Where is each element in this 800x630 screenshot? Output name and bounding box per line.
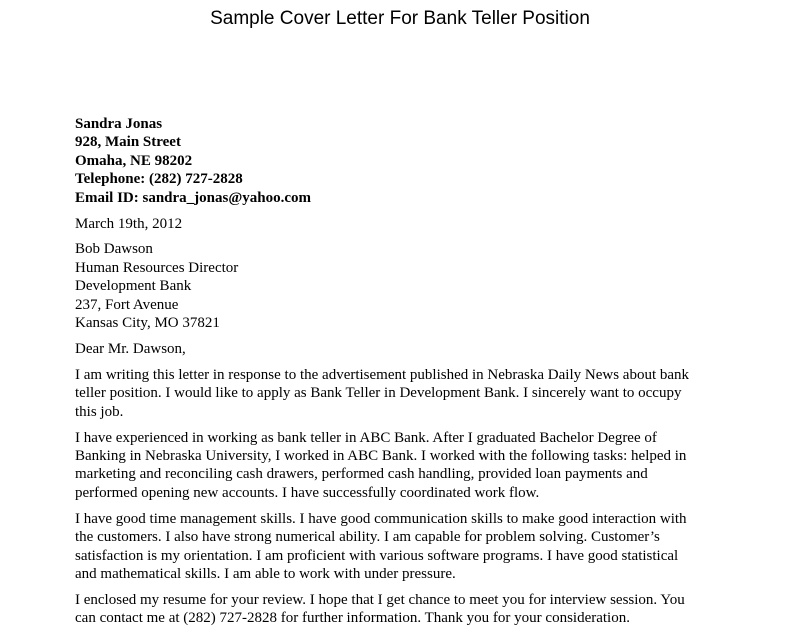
paragraph-line: performed opening new accounts. I have successfully coordinated work flow. [75,484,540,501]
recipient-title: Human Resources Director [75,259,239,276]
paragraph-line: teller position. I would like to apply as Bank Teller in Development Bank. I sincerely want to occupy [75,385,682,402]
salutation: Dear Mr. Dawson, [75,340,186,357]
recipient-company: Development Bank [75,278,192,295]
sender-telephone: Telephone: (282) 727-2828 [75,171,243,188]
page-title: Sample Cover Letter For Bank Teller Position [210,8,590,29]
recipient-street: 237, Fort Avenue [75,296,179,313]
paragraph-line: I have good time management skills. I have good communication skills to make good interaction with [75,510,687,527]
body-paragraph [75,366,735,421]
paragraph-line: I enclosed my resume for your review. I hope that I get chance to meet you for interview session. You [75,591,685,608]
paragraph-line: the customers. I also have strong numerical ability. I am capable for problem solving. Customer’s [75,529,660,546]
recipient-city: Kansas City, MO 37821 [75,315,220,332]
paragraph-line: I have experienced in working as bank teller in ABC Bank. After I graduated Bachelor Degree of [75,429,657,446]
paragraph-line: Banking in Nebraska University, I worked in ABC Bank. I worked with the following tasks: helped in [75,448,687,464]
paragraph-line: and mathematical skills. I am able to work with under pressure. [75,565,456,582]
recipient-name: Bob Dawson [75,241,153,258]
recipient-address-block [75,240,735,332]
paragraph-line: I am writing this letter in response to the advertisement published in Nebraska Daily News about bank [75,366,690,383]
body-paragraph [75,429,735,503]
letter-body [75,115,735,628]
body-paragraph [75,591,735,628]
sender-street: 928, Main Street [75,134,181,151]
paragraph-line: satisfaction is my orientation. I am proficient with various software programs. I have good statistical [75,547,679,564]
paragraph-line: this job. [75,403,124,420]
letter-date-block [75,215,735,233]
letter-date: March 19th, 2012 [75,215,183,232]
paragraph-line: can contact me at (282) 727-2828 for further information. Thank you for your consideration. [75,610,630,627]
salutation-block [75,340,735,358]
sender-email: Email ID: sandra_jonas@yahoo.com [75,189,312,206]
sender-address-block [75,115,735,207]
sender-city: Omaha, NE 98202 [75,152,193,169]
sender-name: Sandra Jonas [75,116,163,132]
paragraph-line: marketing and reconciling cash drawers, performed cash handling, provided loan payments and [75,466,648,483]
body-paragraph [75,510,735,584]
